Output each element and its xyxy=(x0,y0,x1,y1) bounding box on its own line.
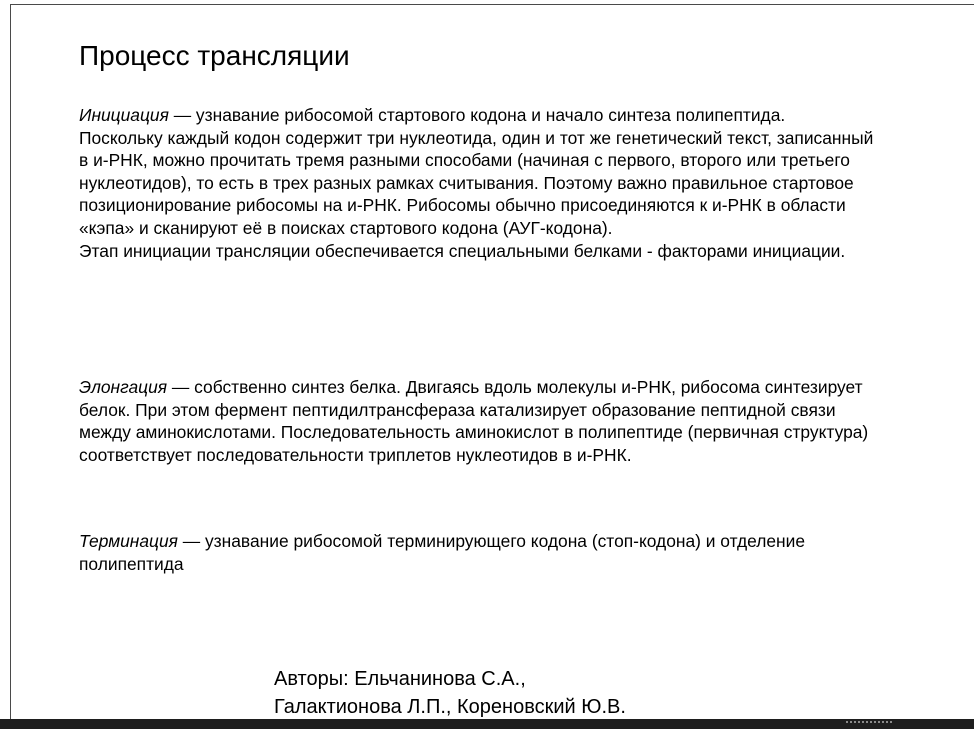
termination-section xyxy=(79,530,879,575)
initiation-section xyxy=(79,104,879,262)
authors-credit xyxy=(274,665,626,721)
authors-line-2: Галактионова Л.П., Кореновский Ю.В. xyxy=(274,696,626,718)
elongation-section xyxy=(79,376,879,466)
initiation-factors-text: Этап инициации трансляции обеспечивается специальными белками - факторами инициации. xyxy=(79,240,846,261)
slide-canvas xyxy=(10,4,974,719)
viewer-left-margin xyxy=(0,0,10,729)
initiation-term: Инициация xyxy=(79,105,169,125)
initiation-lead-text: — узнавание рибосомой стартового кодона и начало синтеза полипептида. xyxy=(168,105,786,125)
elongation-term: Элонгация xyxy=(79,377,168,397)
authors-line-1: Авторы: Ельчанинова С.А., xyxy=(274,668,526,690)
viewer-bottom-bar xyxy=(0,719,974,729)
initiation-reading-frames-text: Поскольку каждый кодон содержит три нуклеотида, один и тот же генетический текст, записанный в и-РНК, можно прочитать тремя разными способами (начиная с первого, второго или третьего нуклеотидов), то есть в трех разных рамках считывания. Поэтому важно правильное стартовое позиционирование рибосомы на и-РНК. Рибосомы обычно присоединяются к и-РНК в области «кэпа» и сканируют её в поисках стартового кодона (АУГ-кодона). xyxy=(79,127,874,238)
initiation-definition xyxy=(79,104,879,127)
elongation-definition xyxy=(79,376,879,466)
termination-definition xyxy=(79,530,879,575)
elongation-text: — собственно синтез белка. Двигаясь вдоль молекулы и-РНК, рибосома синтезирует белок. При этом фермент пептидилтрансфераза катализирует образование пептидной связи между аминокислотами. Последовательность аминокислот в полипептиде (первичная структура) соответствует последовательности триплетов нуклеотидов в и-РНК. xyxy=(79,377,869,465)
bar-dots-icon xyxy=(846,721,892,726)
termination-text: — узнавание рибосомой терминирующего кодона (стоп-кодона) и отделение полипептида xyxy=(79,531,806,574)
termination-term: Терминация xyxy=(79,531,178,551)
slide-title: Процесс трансляции xyxy=(79,40,350,71)
